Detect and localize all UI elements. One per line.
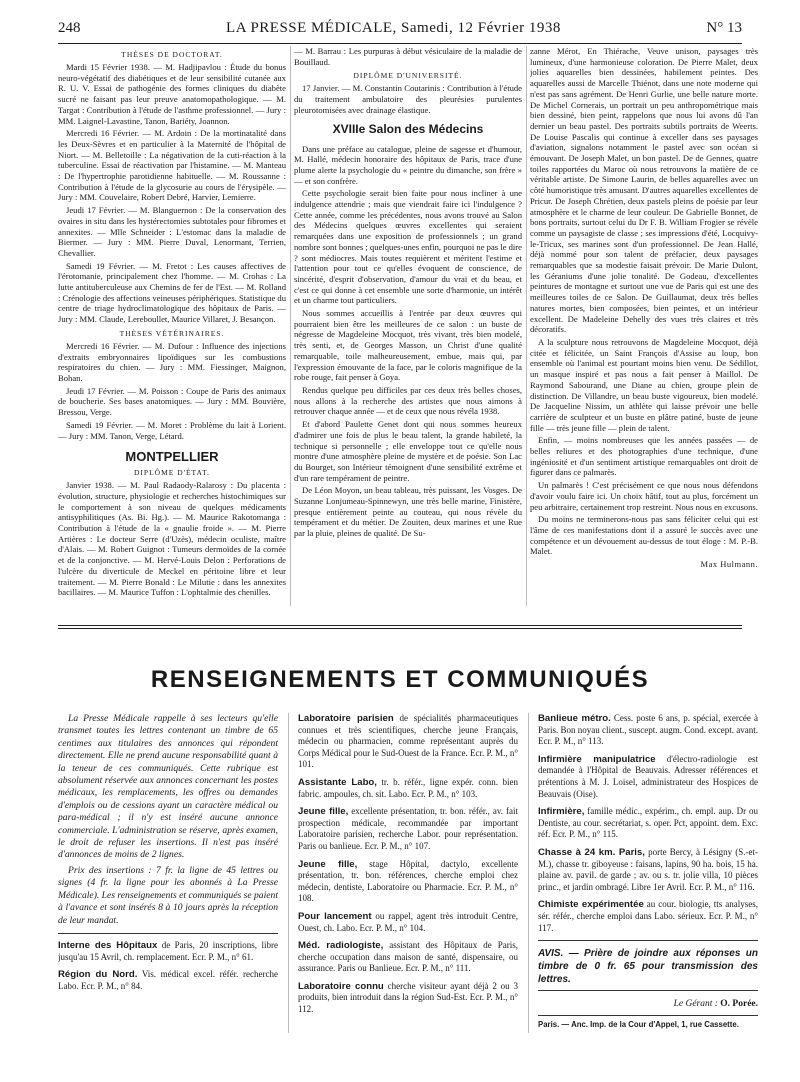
author-signature: Max Hulmann. — [700, 559, 758, 570]
ads-column-2 — [298, 713, 518, 1043]
classified-ad: Chasse à 24 km. Paris, porte Bercy, à Lésigny (S.-et-M.), chasse tr. giboyeuse : faisans, lapins, 90 ha. bois, 15 ha. plaine av. pavil. de garde ; av. ou s. tr. jolie villa, 10 pièces princ., et jardin ombragé. Libre 1er Avril. Ecr. P. M., n° 116. — [538, 846, 758, 892]
classified-ad: Interne des Hôpitaux de Paris, 20 inscriptions, libre jusqu'au 15 Avril, ch. remplacement. Ecr. P. M., n° 61. — [58, 939, 278, 962]
section-rule — [58, 628, 742, 629]
section-subtitle: THÈSES DE DOCTORAT. — [121, 50, 223, 59]
ads-column-3 — [538, 713, 758, 1043]
section-title: RENSEIGNEMENTS ET COMMUNIQUÉS — [150, 666, 650, 693]
paragraph: De Léon Moyon, un beau tableau, très puissant, les Vosges. De Suzanne Lonjumeau-Spinnewyn, une très belle marine, Finistère, presque entièrement peinte au couteau, qui nous révèle du tempérament et du métier. De Zouiten, deux marines et une Rue par la pluie, pleines de qualité. De Su- — [294, 485, 522, 539]
ads-divider — [538, 990, 758, 991]
ads-column-1 — [58, 713, 278, 1043]
paragraph: — M. Barrau : Les purpuras à début vésiculaire de la maladie de Bouillaud. — [294, 46, 522, 67]
classified-ad: Jeune fille, excellente présentation, tr. bon. référ., av. fait prospection médicale, recommandée par important Laboratoire parisien, recherche Labor. pour représentation. Paris ou banlieue. Ecr. P. M., n° 107. — [298, 806, 518, 851]
classified-ad: Assistante Labo, tr. b. référ., ligne expér. conn. bien fabric. ampoules, ch. sit. Labo. Ecr. P. M., n° 103. — [298, 776, 518, 799]
classified-ad: Laboratoire parisien de spécialités pharmaceutiques connues et très scientifiques, cherche jeune Français, médecin ou pharmacien, comme représentant auprès du Corps Médical pour le Sud-Ouest de la France. Ecr. P. M., n° 101. — [298, 713, 518, 770]
classified-ad: Région du Nord. Vis. médical excel. référ. recherche Labo. Ecr. P. M., n° 84. — [58, 969, 278, 991]
classified-ad: Banlieue métro. Cess. poste 6 ans, p. spécial, exercée à Paris. Bon noyau client., suscept. augm. Cond. except. avant. Ecr. P. M., n° 113. — [538, 713, 758, 747]
ads-divider — [538, 940, 758, 941]
column-divider — [528, 713, 529, 1033]
column-theses — [58, 46, 286, 606]
paragraph: Mardi 15 Février 1938. — M. Hadjipavlou : Étude du bonus neuro-végétatif des diabétiques et de leur sensibilité cutanée aux R. U. V. Essai de pathogénie des formes cliniques du diabète sucré ne faisant pas leur preuve anatomopathologique. — M. Targat : Contribution à l'étude de l'asthme professionnel. — Jury : MM. Laignel-Lavastine, Tanon, Bariéty, Joannon. — [58, 62, 286, 126]
avis-notice: AVIS. — Prière de joindre aux réponses un timbre de 0 fr. 65 pour transmission des lettres. — [538, 948, 758, 986]
section-subtitle: DIPLÔME D'ÉTAT. — [133, 468, 211, 478]
printer-imprint: Paris. — Anc. Imp. de la Cour d'Appel, 1, rue Cassette. — [538, 1020, 739, 1030]
journal-title: LA PRESSE MÉDICALE, Samedi, 12 Février 1938 — [226, 20, 561, 36]
paragraph: Samedi 19 Février. — M. Moret : Problème du lait à Lorient. — Jury : MM. Tanon, Verge, Létard. — [58, 419, 286, 441]
paragraph: Enfin, — moins nombreuses que les années passées — de belles reliures et des photographies d'une technique, d'une ingéniosité et d'un sentiment artistique remarquables ont droit de figurer dans ce palmarès. — [530, 435, 758, 478]
page-number: 248 — [58, 20, 81, 36]
ads-divider — [538, 1015, 758, 1016]
ads-intro: La Presse Médicale rappelle à ses lecteurs qu'elle transmet toutes les lettres contenant un timbre de 65 centimes aux titulaires des annonces qui répondent directement. Elle ne prend aucune responsabilité quant à la teneur de ces communiqués. Cette rubrique est absolument réservée aux annonces concernant les postes médicaux, les remplacements, les offres ou demandes d'emplois ou de cessions ayant un caractère médical ou para-médical ; il n'y est inséré aucune annonce commerciale. L'administration se réserve, après examen, le droit de refuser les insertions. Il n'est pas inséré d'annonces de moins de 2 lignes. — [58, 713, 278, 861]
section-subtitle: DIPLÔME D'UNIVERSITÉ. — [353, 71, 463, 81]
paragraph: 17 Janvier. — M. Constantin Coutarinis : Contribution à l'étude du traitement ambulatoire des pleurésies purulentes pleurotomisées avec drainage élastique. — [294, 83, 522, 115]
classified-ad: Chimiste expérimentée au cour. biologie, tts analyses, sér. référ., cherche emploi dans Labo. sérieux. Ecr. P. M., n° 117. — [538, 899, 758, 933]
column-divider — [526, 46, 527, 606]
paragraph: Samedi 19 Février. — M. Fretot : Les causes affectives de l'érotomanie, principalement chez l'homme. — M. Crohas : La lutte antituberculeuse aux Chemins de fer de l'Est. — M. Rolland : Crénologie des affections veineuses périphériques. Statistique du centre de triage hydroclimatologique des hôpitaux de Paris. — Jury : MM. Claude, Lereboullet, Maurice Villaret, J. Besançon. — [58, 260, 286, 325]
column-divider — [288, 713, 289, 1033]
paragraph: Mercredi 16 Février. — M. Dufour : Influence des injections d'extraits embryonnaires lipoïdiques sur les combustions respiratoires du chien. — Jury : MM. Fiessinger, Maignon, Bohan. — [58, 340, 286, 383]
classified-ad: Jeune fille, stage Hôpital, dactylo, excellente présentation, tr. bon. références, cherche emploi chez médecin, dentiste, Laboratoire ou Pharmacie. Ecr. P. M., n° 108. — [298, 858, 518, 904]
section-heading: MONTPELLIER — [125, 449, 219, 465]
paragraph: zanne Mérot, En Thiérache, Veuve unison, paysages très lumineux, d'une harmonieuse coloration. De Pierre Malet, deux jolies aquarelles bien dessinées, habilement peintes. Des aquarelles aussi de Marcelle Thiénot, dans une note moderne qui n'est pas sans agrément. De Henri Gurlie, une belle nature morte. De Michel Cornerais, un portrait un peu anthropométrique mais bien dessiné, bien peint, rappelons que nous lui avons dû l'an dernier un beau pastel. Des portraits subtils portraits de Weerts. De Louise Pascalis qui continue à exceller dans ses paysages d'aviation, signalons notamment le pastel avec son océan si émouvant. De Joseph Malet, un bon pastel. De de Gennes, quatre toiles rapportées du Maroc où nous retrouvons la matière de ce véritable artiste. De Simone Laurin, de belles aquarelles avec un côté humoristique très amusant. D'autres aquarelles excellentes de Pricur. De Joseph Chrétien, deux pastels pleins de poésie par leur atmosphère et le charme de leur couleur. De Gabrielle Bonnet, de bons portraits, surtout celui du Dr F. B. William Frogier se révèle comme un paysagiste de classe ; ses impressions d'été, Locquivy-le-Tricux, ses marines sont d'un professionnel. De Jean Hallé, déjà nommé pour son talent de préfacier, deux paysages remarquables que sa modestie faisait prévoir. De Marie Dulont, les Géraniums d'une jolie tonalité. De Godeau, d'excellentes peintures de montagne et surtout une vue de Paris qui est une des meilleures toiles de ce Salon. De Guillaumat, deux très belles natures mortes, bien composées, bien peintes, et un intérieur excellent. De Madeleine Dehelly des vues très claires et très décoratifs. — [530, 46, 758, 335]
gerant-line: Le Gérant : O. Porée. — [673, 999, 758, 1010]
paragraph: Cette psychologie serait bien faite pour nous incliner à une indulgence attendrie ; mais que viendrait faire ici l'indulgence ? Cette année, comme les précédentes, nous avons trouvé au Salon des Médecins quelques œuvres excellentes qui seraient remarquées dans une exposition de professionnels ; un grand nombre sont bonnes ; quelques-unes enfin, pourquoi ne pas le dire ? sont médiocres. Mais toutes requièrent et méritent l'estime et l'attention pour tout ce qu'elles évoquent de conscience, de sincérité, d'esprit d'observation, d'amour du vrai et du beau, et c'est ce qui donne à cet ensemble une sorte d'harmonie, un intérêt et un charme tout particuliers. — [294, 188, 522, 306]
section-rule — [58, 625, 742, 626]
issue-number: N° 13 — [706, 20, 742, 36]
page-header — [58, 20, 742, 42]
article-heading: XVIIIe Salon des Médecins — [332, 121, 484, 136]
classified-ad: Pour lancement ou rappel, agent très introduit Centre, Ouest, ch. Labo. Ecr. P. M., n° 104. — [298, 910, 518, 933]
paragraph: A la sculpture nous retrouvons de Magdeleine Mocquot, déjà citée et félicitée, un Saint François d'Assise au loup, bon ensemble où l'animal est pourtant moins bien venu. De Sédillot, un masque inspiré et pas nous a fait penser à Maillol. De Raymond Sabourand, une Diane au chien, groupe plein de distinction. De Villandre, un beau buste vigoureux, bien modelé. De Jacqueline Nissim, un athlète qui laisse prévoir une belle carrière de sculpteur et un buste en plâtre patiné, buste de jeune fille — très jeune fille — plein de talent. — [530, 336, 758, 433]
paragraph: Du moins ne terminerons-nous pas sans féliciter celui qui est l'âme de ces manifestations dont il a assuré le succès avec une compétence et un dévouement au-dessus de tout éloge : M. P.-B. Malet. — [530, 514, 758, 557]
classified-ad: Méd. radiologiste, assistant des Hôpitaux de Paris, cherche occupation dans maison de santé, dispensaire, ou assurance. Paris ou Banlieue. Ecr. P. M., n° 111. — [298, 940, 518, 974]
paragraph: Jeudi 17 Février. — M. Poisson : Coupe de Paris des animaux de boucherie. Ses bases anatomiques. — Jury : MM. Bouvière, Bressou, Verge. — [58, 385, 286, 418]
section-subtitle: THÈSES VÉTÉRINAIRES. — [119, 328, 225, 338]
paragraph: Mercredi 16 Février. — M. Ardoin : De la mortinatalité dans les Deux-Sèvres et en particulier à la Maternité de l'hôpital de Niort. — M. Belletoille : La négativation de la cuti-réaction à la tuberculine. Essai de réactivation par l'histamine. — M. Manteau : De l'hypertrophie parotidienne habituelle. — M. Roussanne : Contribution à l'étude de la glycosurie au cours de l'érysipèle. — Jury : MM. Couvelaire, Robert Debré, Harvier, Lemierre. — [58, 128, 286, 203]
ads-divider — [58, 933, 278, 934]
paragraph: Nous sommes accueillis à l'entrée par deux œuvres qui pourraient bien être les meilleures de ce salon : un buste de négresse de Magdeleine Mocquot, très vivant, très bien modelé, très senti, et, de Georges Masson, un Christ d'une qualité remarquable, toile malheureusement, embue, mais qui, par l'expression émouvante de la face, par le coloris magnifique de la robe rouge, fait penser à Goya. — [294, 308, 522, 383]
header-rule — [58, 43, 742, 44]
paragraph: Dans une préface au catalogue, pleine de sagesse et d'humour, M. Hallé, médecin honoraire des hôpitaux de Paris, trace d'une plume alerte la psychologie du « peintre du dimanche, son frère » — et son confrère. — [294, 143, 522, 186]
classified-ad: Laboratoire connu cherche visiteur ayant déjà 2 ou 3 produits, bien introduit dans la région Sud-Est. Ecr. P. M., n° 112. — [298, 980, 518, 1015]
column-divider — [290, 46, 291, 606]
paragraph: Jeudi 17 Février. — M. Blanguernon : De la conservation des ovaires in situ dans les hystérectomies subtotales pour fibromes et annexites. — Mlle Schneider : L'estomac dans la maladie de Biermer. — Jury : MM. Pierre Duval, Lenormant, Terrien, Chevallier. — [58, 205, 286, 258]
column-salon-continued — [530, 46, 758, 606]
paragraph: Janvier 1938. — M. Paul Radaody-Ralarosy : Du placenta : évolution, structure, physiologie et recherches histochimiques sur le comportement à son niveau de quelques médicaments antisyphilitiques (As. Bi. Hg.). — M. Maurice Rakotomanga : Contribution à l'étude de la « gnaulie froide ». — M. Pierre Artières : Le docteur Serre (d'Uzès), médecin oculiste, maître d'Alais. — M. Robert Guignot : Tumeurs dermoïdes de la cornée et de la conjonctive. — M. Hervé-Louis Delon : Perforations de l'ulcère du diverticule de Meckel en péritoine libre et leur traitement. — M. Pierre Bonald : Le Milutie : dans les annexites bacillaires. — M. Maurice Tuffon : L'ophtalmie des chenilles. — [58, 480, 286, 598]
paragraph: Rendus quelque peu difficiles par ces deux très belles choses, nous allons à la recherche des artistes que nous aimons à retrouver chaque année — et de ceux que nous révéla 1938. — [294, 384, 522, 417]
ads-pricing: Prix des insertions : 7 fr. la ligne de 45 lettres ou signes (4 fr. la ligne pour les abonnés à La Presse Médicale). Les renseignements et communiqués se paient à l'avance et sont insérés 8 à 10 jours après la réception de leur mandat. — [58, 864, 278, 926]
paragraph: Et d'abord Paulette Genet dont qui nous sommes heureux d'admirer une fois de plus le beau talent, la grande habileté, la technique si personnelle ; elle enveloppe tout ce qu'elle nous montre d'une atmosphère pleine de mystère et de poésie. Son Lac du Bourget, son Intérieur témoignent d'une sensibilité extrême et d'un rare tempérament de peintre. — [294, 419, 522, 483]
classified-ad: Infirmière, famille médic., expérim., ch. empl. aup. Dr ou Dentiste, au cour. secrétariat, s. oper. Pct, appoint. dem. Exc. réf. Ecr. P. M., n° 115. — [538, 806, 758, 840]
classified-ad: Infirmière manipulatrice d'électro-radiologie est demandée à l'Hôpital de Beauvais. Adresser références et prétentions à M. J. Loisel, administrateur des Hospices de Beauvais (Oise). — [538, 753, 758, 799]
paragraph: Un palmarès ! C'est précisément ce que nous nous défendons d'avoir voulu faire ici. Un choix hâtif, tout au plus, forcément un peu arbitraire, certainement trop restreint. Nous nous en excusons. — [530, 480, 758, 512]
column-salon — [294, 46, 522, 606]
